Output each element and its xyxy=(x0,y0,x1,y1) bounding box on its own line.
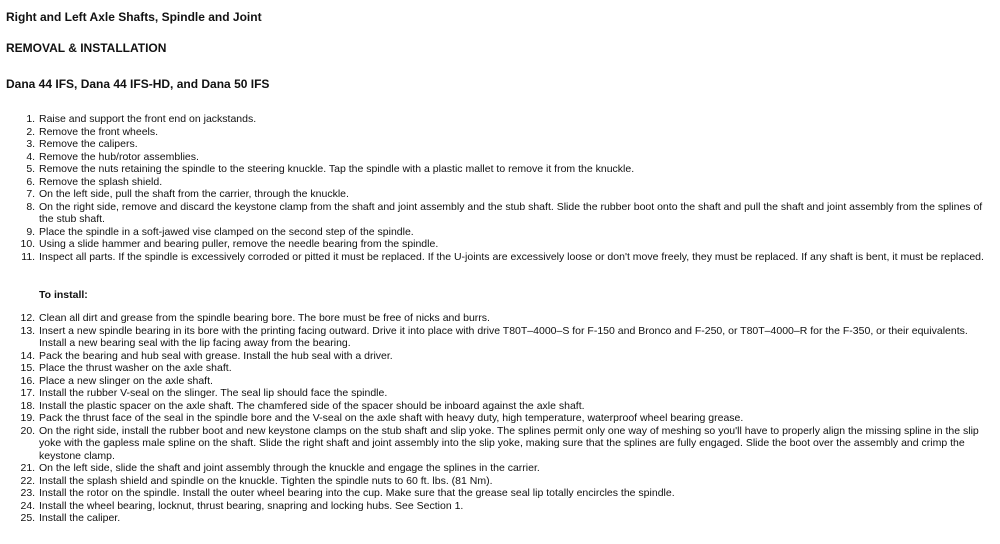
list-item: 10. Using a slide hammer and bearing puller, remove the needle bearing from the spindle. xyxy=(38,238,994,251)
list-item: 8. On the right side, remove and discard the keystone clamp from the shaft and joint assembly and the stub shaft. Slide the rubber boot onto the shaft and pull the shaft and joint assembly from the splines of the stub shaft. xyxy=(38,201,994,226)
removal-steps-list xyxy=(0,113,994,263)
list-item: 4. Remove the hub/rotor assemblies. xyxy=(38,151,994,164)
list-item: 15. Place the thrust washer on the axle shaft. xyxy=(38,362,994,375)
list-item: 23. Install the rotor on the spindle. Install the outer wheel bearing into the cup. Make sure that the grease seal lip totally encircles the spindle. xyxy=(38,487,994,500)
list-item: 6. Remove the splash shield. xyxy=(38,176,994,189)
list-item: 18. Install the plastic spacer on the axle shaft. The chamfered side of the spacer should be inboard against the axle shaft. xyxy=(38,400,994,413)
list-item: 9. Place the spindle in a soft-jawed vise clamped on the second step of the spindle. xyxy=(38,226,994,239)
install-heading: To install: xyxy=(39,289,88,301)
list-item: 16. Place a new slinger on the axle shaft. xyxy=(38,375,994,388)
list-item: 25. Install the caliper. xyxy=(38,512,994,525)
list-item: 14. Pack the bearing and hub seal with grease. Install the hub seal with a driver. xyxy=(38,350,994,363)
document-title: Right and Left Axle Shafts, Spindle and Joint xyxy=(6,10,262,24)
list-item: 2. Remove the front wheels. xyxy=(38,126,994,139)
list-item: 22. Install the splash shield and spindle on the knuckle. Tighten the spindle nuts to 60 ft. lbs. (81 Nm). xyxy=(38,475,994,488)
list-item: 24. Install the wheel bearing, locknut, thrust bearing, snapring and locking hubs. See Section 1. xyxy=(38,500,994,513)
install-steps-list xyxy=(0,312,994,525)
section-heading: REMOVAL & INSTALLATION xyxy=(6,41,167,55)
list-item: 3. Remove the calipers. xyxy=(38,138,994,151)
list-item: 1. Raise and support the front end on jackstands. xyxy=(38,113,994,126)
list-item: 17. Install the rubber V-seal on the slinger. The seal lip should face the spindle. xyxy=(38,387,994,400)
list-item: 11. Inspect all parts. If the spindle is excessively corroded or pitted it must be replaced. If the U-joints are excessively loose or don't move freely, they must be replaced. If any shaft is bent, it must be replaced. xyxy=(38,251,994,264)
list-item: 13. Insert a new spindle bearing in its bore with the printing facing outward. Drive it into place with drive T80T–4000–S for F-150 and Bronco and F-250, or T80T–4000–R for the F-350, or their equivalents. Install a new bearing seal with the lip facing away from the bearing. xyxy=(38,325,994,350)
list-item: 7. On the left side, pull the shaft from the carrier, through the knuckle. xyxy=(38,188,994,201)
models-heading: Dana 44 IFS, Dana 44 IFS-HD, and Dana 50 IFS xyxy=(6,77,270,91)
list-item: 20. On the right side, install the rubber boot and new keystone clamps on the stub shaft and slip yoke. The splines permit only one way of meshing so you'll have to properly align the missing spline in the slip yoke with the gapless male spline on the shaft. Slide the right shaft and joint assembly into the slip yoke, making sure that the splines are fully engaged. Slide the boot over the assembly and crimp the keystone clamp. xyxy=(38,425,994,463)
list-item: 21. On the left side, slide the shaft and joint assembly through the knuckle and engage the splines in the carrier. xyxy=(38,462,994,475)
list-item: 12. Clean all dirt and grease from the spindle bearing bore. The bore must be free of nicks and burrs. xyxy=(38,312,994,325)
list-item: 19. Pack the thrust face of the seal in the spindle bore and the V-seal on the axle shaft with heavy duty, high temperature, waterproof wheel bearing grease. xyxy=(38,412,994,425)
list-item: 5. Remove the nuts retaining the spindle to the steering knuckle. Tap the spindle with a plastic mallet to remove it from the knuckle. xyxy=(38,163,994,176)
